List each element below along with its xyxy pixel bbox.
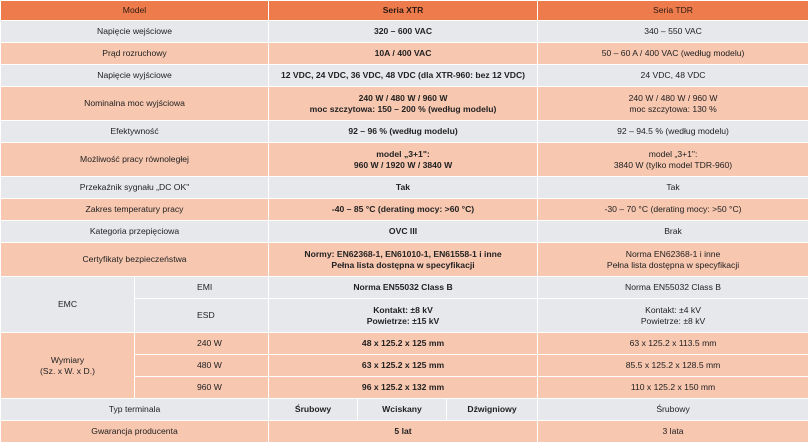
row-label: Możliwość pracy równoległej [1,143,269,177]
row-input-voltage [1,21,808,43]
xtr-value: 48 x 125.2 x 125 mm [269,333,538,355]
xtr-line-2: Powietrze: ±15 kV [366,315,440,326]
dimensions-label-line-1: Wymiary [50,354,85,365]
xtr-value [269,243,538,277]
row-output-voltage [1,65,808,87]
row-efficiency [1,121,808,143]
row-terminal-type [1,399,808,421]
tdr-value: Tak [538,177,808,199]
row-temperature-range [1,199,808,221]
tdr-value: 340 – 550 VAC [538,21,808,43]
tdr-value [538,299,808,333]
row-label: Zakres temperatury pracy [1,199,269,221]
emc-label: EMC [1,277,135,333]
tdr-value: 50 – 60 A / 400 VAC (według modelu) [538,43,808,65]
row-dimensions-240 [1,333,808,355]
tdr-value: 3 lata [538,421,808,443]
tdr-value: 85.5 x 125.2 x 128.5 mm [538,355,808,377]
xtr-terminal-lever: Dźwigniowy [447,399,538,421]
tdr-line-2: Powietrze: ±8 kV [640,315,706,326]
xtr-value [269,143,538,177]
xtr-line-1: Kontakt: ±8 kV [373,304,433,315]
tdr-line-1: Kontakt: ±4 kV [645,304,701,315]
tdr-line-1: 240 W / 480 W / 960 W [628,92,718,103]
xtr-line-1: 240 W / 480 W / 960 W [358,92,448,103]
tdr-value: -30 – 70 °C (derating mocy: >50 °C) [538,199,808,221]
xtr-value: 12 VDC, 24 VDC, 36 VDC, 48 VDC (dla XTR-960: bez 12 VDC) [269,65,538,87]
header-row [1,1,808,21]
esd-label: ESD [135,299,269,333]
tdr-line-2: 3840 W (tylko model TDR-960) [613,159,733,170]
header-xtr: Seria XTR [269,1,538,21]
tdr-line-1: model „3+1": [648,148,698,159]
row-label: Prąd rozruchowy [1,43,269,65]
dimensions-label-line-2: (Sz. x W. x D.) [40,365,95,376]
row-label: Napięcie wejściowe [1,21,269,43]
row-certificates [1,243,808,277]
xtr-terminal-push-in: Wciskany [358,399,447,421]
tdr-value: Śrubowy [538,399,808,421]
xtr-value [269,87,538,121]
tdr-value [538,143,808,177]
emi-label: EMI [135,277,269,299]
tdr-value: 110 x 125.2 x 150 mm [538,377,808,399]
xtr-value: -40 – 85 °C (derating mocy: >60 °C) [269,199,538,221]
row-label: Typ terminala [1,399,269,421]
header-model: Model [1,1,269,21]
tdr-value: Brak [538,221,808,243]
row-label: Kategoria przepięciowa [1,221,269,243]
tdr-value [538,87,808,121]
xtr-value: 96 x 125.2 x 132 mm [269,377,538,399]
xtr-value: 92 – 96 % (według modelu) [269,121,538,143]
row-label: Gwarancja producenta [1,421,269,443]
row-inrush-current [1,43,808,65]
row-label: Przekaźnik sygnału „DC OK" [1,177,269,199]
xtr-value: 10A / 400 VAC [269,43,538,65]
xtr-terminal-screw: Śrubowy [269,399,358,421]
tdr-value: 24 VDC, 48 VDC [538,65,808,87]
row-parallel [1,143,808,177]
dim-240-label: 240 W [135,333,269,355]
row-label: Nominalna moc wyjściowa [1,87,269,121]
row-label: Napięcie wyjściowe [1,65,269,87]
row-overvoltage-category [1,221,808,243]
tdr-value: Norma EN55032 Class B [538,277,808,299]
dim-480-label: 480 W [135,355,269,377]
dim-960-label: 960 W [135,377,269,399]
xtr-value: 63 x 125.2 x 125 mm [269,355,538,377]
xtr-value: Tak [269,177,538,199]
row-nominal-power [1,87,808,121]
xtr-line-1: Normy: EN62368-1, EN61010-1, EN61558-1 i inne [304,248,502,259]
header-tdr: Seria TDR [538,1,808,21]
row-emc-emi [1,277,808,299]
xtr-value: 5 lat [269,421,538,443]
tdr-line-1: Norma EN62368-1 i inne [625,248,721,259]
xtr-value [269,299,538,333]
row-dc-ok [1,177,808,199]
row-warranty [1,421,808,443]
tdr-line-2: Pełna lista dostępna w specyfikacji [606,259,740,270]
tdr-value [538,243,808,277]
xtr-line-1: model „3+1": [376,148,430,159]
tdr-value: 63 x 125.2 x 113.5 mm [538,333,808,355]
xtr-line-2: moc szczytowa: 150 – 200 % (według modelu) [309,103,497,114]
xtr-value: Norma EN55032 Class B [269,277,538,299]
xtr-value: OVC III [269,221,538,243]
row-label: Certyfikaty bezpieczeństwa [1,243,269,277]
tdr-value: 92 – 94.5 % (według modelu) [538,121,808,143]
xtr-value: 320 – 600 VAC [269,21,538,43]
xtr-line-2: 960 W / 1920 W / 3840 W [353,159,453,170]
xtr-line-2: Pełna lista dostępna w specyfikacji [331,259,475,270]
row-label: Efektywność [1,121,269,143]
dimensions-label [1,333,135,399]
tdr-line-2: moc szczytowa: 130 % [629,103,717,114]
